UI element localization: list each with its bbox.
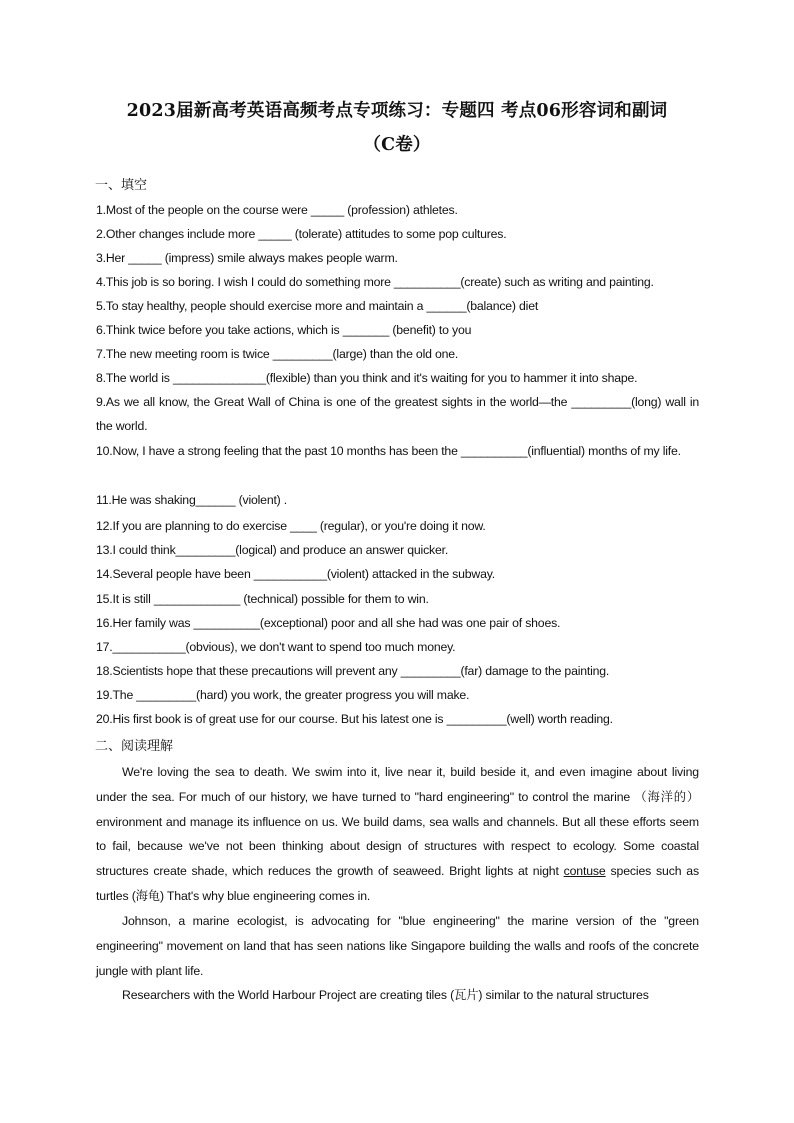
- question-item: 1.Most of the people on the course were _____ (profession) athletes.: [96, 203, 458, 217]
- question-item: 7.The new meeting room is twice _________(large) than the old one.: [96, 347, 459, 361]
- underlined-word: contuse: [563, 864, 606, 879]
- question-item: 10.Now, I have a strong feeling that the past 10 months has been the __________(influential) months of my life.: [96, 444, 681, 458]
- question-item: 14.Several people have been ___________(violent) attacked in the subway.: [96, 567, 495, 581]
- reading-paragraph-2: Johnson, a marine ecologist, is advocating for "blue engineering" the marine version of the "green engineering" movement on land that has seen nations like Singapore building the walls and roofs of the concrete jungle with plant life.: [96, 914, 699, 978]
- title-line-1: 2023届新高考英语高频考点专项练习：专题四 考点06形容词和副词: [126, 101, 668, 121]
- paragraph-1-text: We're loving the sea to death. We swim into it, live near it, build beside it, and even imagine about living under the sea. For much of our history, we have turned to "hard engineering" to control the marine （海洋的） environment and manage its influence on us. We build dams, sea walls and channels. But all these efforts seem to fail, because we've not been thinking about design of structures with respect to ecology. Some coastal structures create shade, which reduces the growth of seaweed. Bright lights at night: [96, 765, 699, 879]
- reading-paragraph-1: [96, 760, 699, 909]
- question-item: 6.Think twice before you take actions, which is _______ (benefit) to you: [96, 323, 472, 337]
- section-heading-fill-in: 一、填空: [95, 178, 148, 193]
- question-item: 15.It is still _____________ (technical) possible for them to win.: [96, 592, 429, 606]
- reading-paragraph-3: Researchers with the World Harbour Project are creating tiles (瓦片) similar to the natural structures: [122, 988, 649, 1002]
- question-item: 16.Her family was __________(exceptional) poor and all she had was one pair of shoes.: [96, 616, 561, 630]
- question-item: 18.Scientists hope that these precautions will prevent any _________(far) damage to the painting.: [96, 664, 610, 678]
- question-item: 2.Other changes include more _____ (tolerate) attitudes to some pop cultures.: [96, 227, 507, 241]
- question-item: 5.To stay healthy, people should exercise more and maintain a ______(balance) diet: [96, 299, 539, 313]
- section-heading-reading: 二、阅读理解: [95, 739, 174, 754]
- question-item: 12.If you are planning to do exercise ____ (regular), or you're doing it now.: [96, 519, 486, 533]
- paragraph-1-text-end: species such as turtles (海龟) That's why blue engineering comes in.: [96, 864, 699, 903]
- question-item: 19.The _________(hard) you work, the greater progress you will make.: [96, 688, 470, 702]
- title-line-2: （C卷）: [363, 135, 431, 155]
- document-title: [70, 94, 724, 162]
- question-item: 8.The world is ______________(flexible) than you think and it's waiting for you to hammer it into shape.: [96, 371, 638, 385]
- question-item: 13.I could think_________(logical) and produce an answer quicker.: [96, 543, 449, 557]
- question-item: 3.Her _____ (impress) smile always makes people warm.: [96, 251, 398, 265]
- question-item: 4.This job is so boring. I wish I could do something more __________(create) such as writing and painting.: [96, 275, 654, 289]
- question-item: 11.He was shaking______ (violent) .: [96, 493, 288, 507]
- question-item: 9.As we all know, the Great Wall of China is one of the greatest sights in the world—the _________(long) wall in the world.: [96, 395, 699, 433]
- question-item: 17.___________(obvious), we don't want to spend too much money.: [96, 640, 456, 654]
- question-item: 20.His first book is of great use for our course. But his latest one is _________(well) worth reading.: [96, 712, 613, 726]
